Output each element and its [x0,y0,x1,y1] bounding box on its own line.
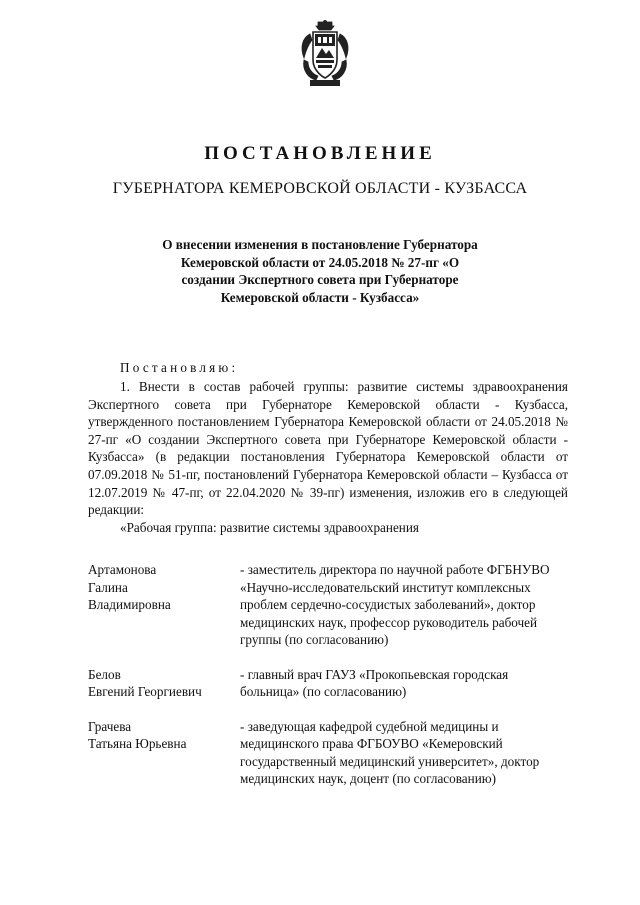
member-name [88,666,240,701]
coat-of-arms-icon [296,20,354,90]
paragraph-1: 1. Внести в состав рабочей группы: развитие системы здравоохранения Экспертного совета при Губернаторе Кемеровской области - Кузбасса, утвержденного постановлением Губернатора Кемеровской области от 24.05.2018 № 27-пг «О создании Экспертного совета при Губернаторе Кемеровской области - Кузбасса» (в редакции постановления Губернатора Кемеровской области от 07.09.2018 № 51-пг, постановлений Губернатора Кемеровской области – Кузбасса от 12.07.2019 № 47-пг, от 22.04.2020 № 39-пг) изменения, изложив его в следующей редакции: [88,379,568,518]
heading-line: Кемеровской области - Кузбасса» [220,289,420,305]
heading-line: О внесении изменения в постановление Губернатора [162,237,478,252]
member-row [88,561,568,649]
document-subtitle: ГУБЕРНАТОРА КЕМЕРОВСКОЙ ОБЛАСТИ - КУЗБАССА [112,180,528,197]
member-name-line: Владимировна [88,597,171,612]
member-name [88,718,240,788]
member-row [88,718,568,788]
member-list [88,561,568,805]
member-name-line: Белов [88,666,121,682]
document-heading [140,236,500,306]
body-text [88,378,568,536]
heading-line: создании Экспертного совета при Губернаторе [181,272,459,287]
member-name-line: Евгений Георгиевич [88,684,202,699]
member-name-line: Галина [88,579,128,595]
member-name [88,561,240,649]
member-role: - заведующая кафедрой судебной медицины и медицинского права ФГБОУВО «Кемеровский государственный медицинский университет», доктор медицинских наук, доцент (по согласованию) [240,718,540,786]
member-name-line: Артамонова [88,562,157,577]
member-row [88,666,568,701]
member-role: - главный врач ГАУЗ «Прокопьевская городская больница» (по согласованию) [240,666,509,699]
preamble: Постановляю: [120,360,239,375]
member-name-line: Грачева [88,718,132,734]
heading-line: Кемеровской области от 24.05.2018 № 27-пг «О [180,254,460,270]
document-title: ПОСТАНОВЛЕНИЕ [204,143,436,164]
member-name-line: Татьяна Юрьевна [88,736,187,751]
group-title: «Рабочая группа: развитие системы здравоохранения [120,519,419,535]
member-role: - заместитель директора по научной работе ФГБНУВО «Научно-исследовательский институт комплексных проблем сердечно-сосудистых заболеваний», доктор медицинских наук, профессор руководитель рабочей группы (по согласованию) [240,562,550,647]
